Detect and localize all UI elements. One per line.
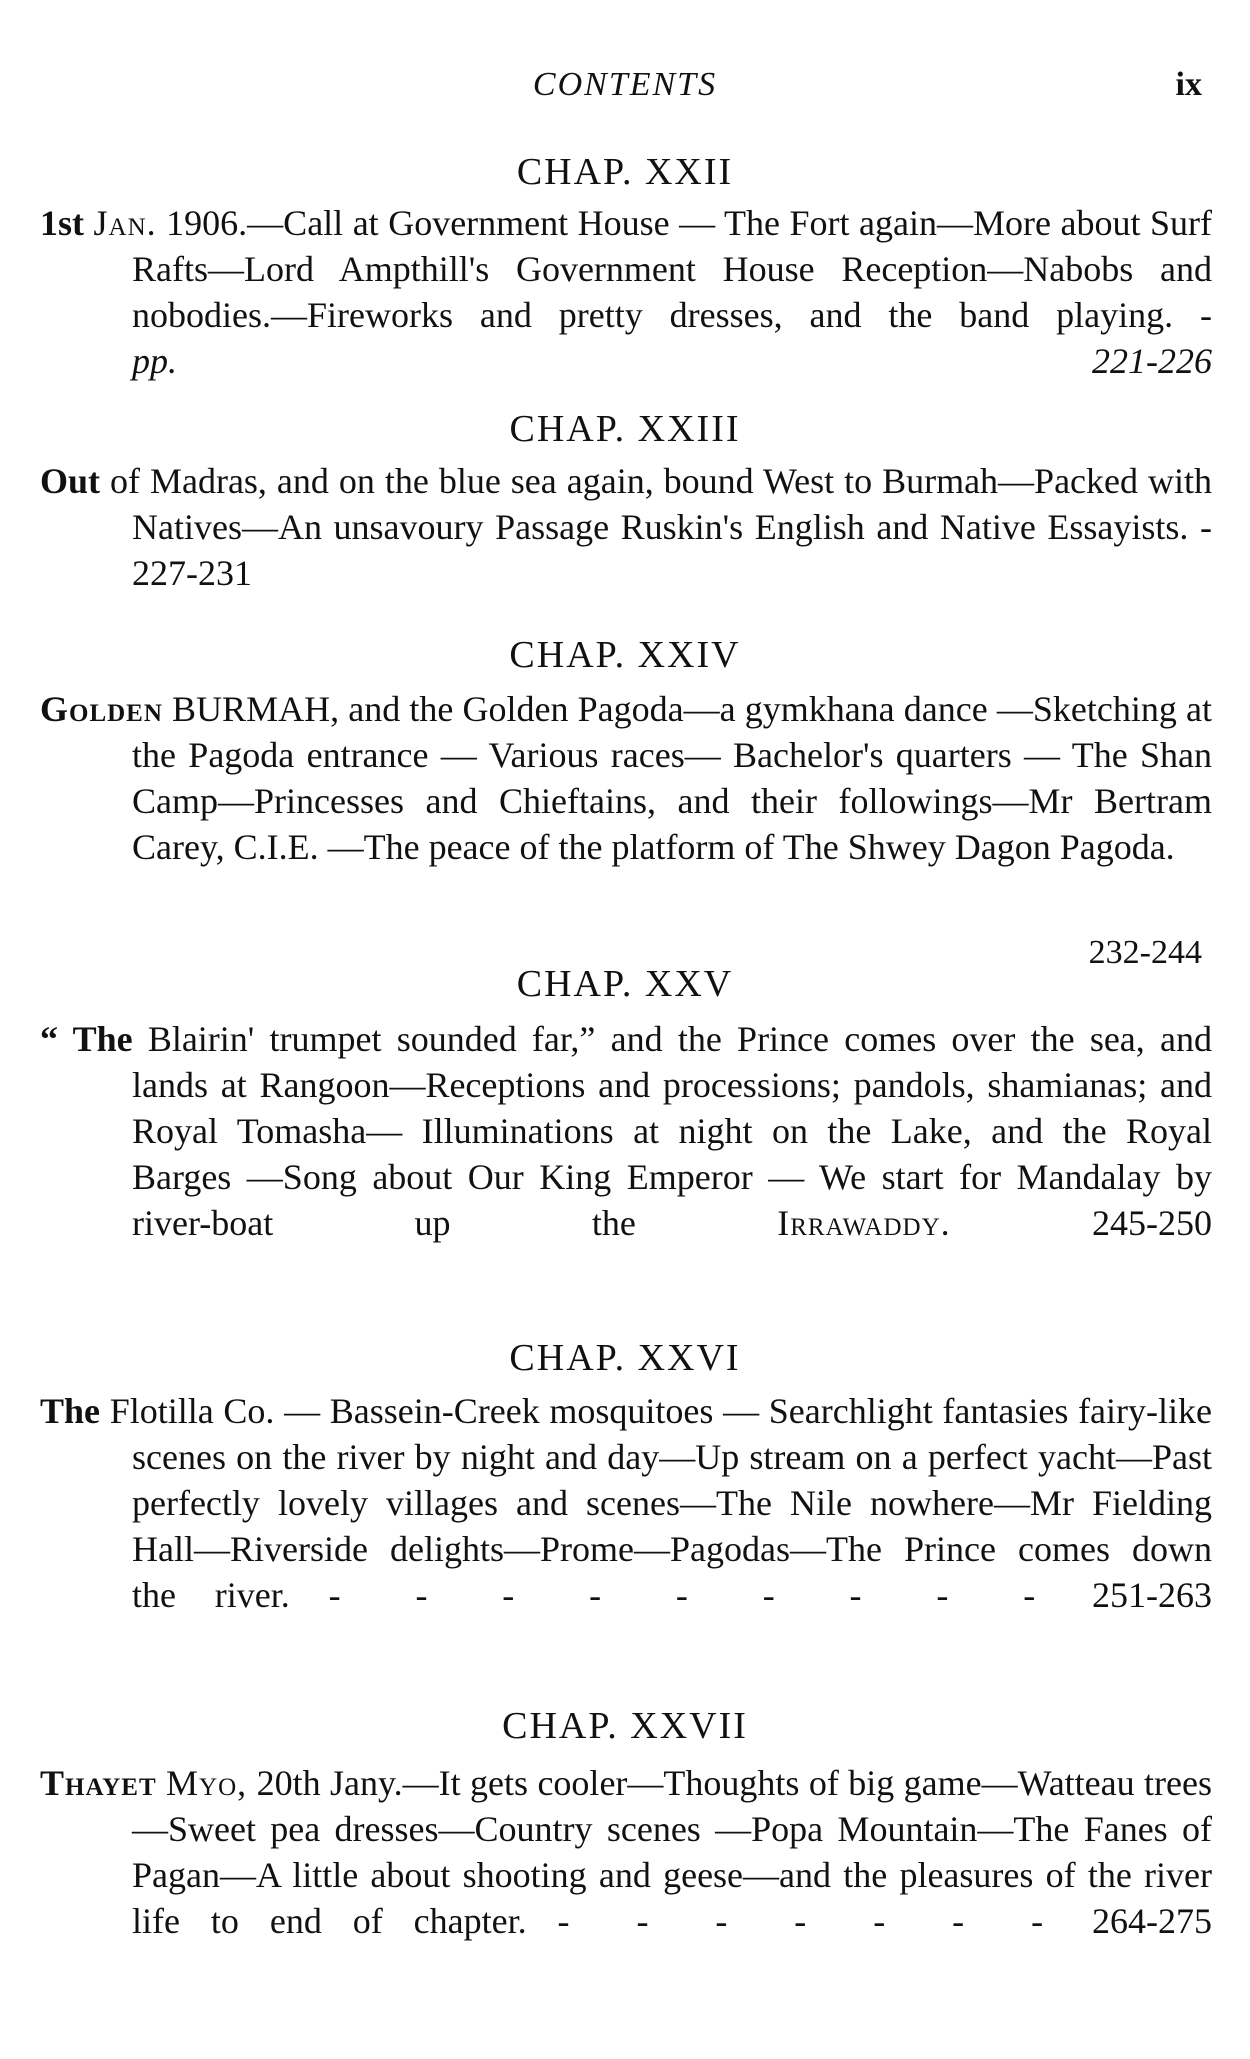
summary-text: BURMAH, and the Golden Pagoda—a gymkhana dance —Sketching at the Pagoda entrance — Various races— Bachelor's quarters — The Shan Camp—Princesses and Chieftains, and their followings—Mr Bertram Carey, C.I.E. —The peace of the platform of The Shwey Dagon Pagoda.: [132, 689, 1212, 867]
chapter-heading-xxii: CHAP. XXII: [516, 151, 734, 193]
summary-lead-smallcaps: Jan.: [93, 203, 157, 243]
page-range: 245-250: [1092, 1203, 1212, 1243]
page-range: 232-244: [1088, 934, 1202, 971]
summary-text: 1906.—Call at Government House — The Fort again—More about Surf Rafts—Lord Ampthill's Government House Reception—Nabobs and nobodies.—Fireworks and pretty dresses, and the band playing. -: [132, 203, 1213, 335]
river-name-smallcaps: Irrawaddy.: [777, 1203, 951, 1243]
dot-leader: - - - - - - - - -: [328, 1575, 1054, 1615]
running-header-title: CONTENTS: [532, 66, 718, 103]
chapter-summary-xxiv: [40, 686, 1212, 870]
summary-text: Flotilla Co. — Bassein-Creek mosquitoes — Searchlight fantasies fairy-like scenes on the river by night and day—Up stream on a perfect yacht—Past perfectly lovely villages and scenes—The Nile nowhere—Mr Fielding Hall—Riverside delights—Prome—Pagodas—The Prince comes down the river.: [100, 1391, 1212, 1615]
page-range: 251-263: [1092, 1575, 1213, 1615]
summary-text: 20th Jany.—It gets cooler—Thoughts of big game—Watteau trees—Sweet pea dresses—Country scenes —Popa Mountain—The Fanes of Pagan—A little about shooting and geese—and the pleasures of the river life to end of chapter.: [132, 1763, 1213, 1941]
chapter-summary-xxiii: [40, 458, 1212, 596]
chapter-heading-xxiii: CHAP. XXIII: [509, 408, 741, 450]
page-number: ix: [1175, 66, 1202, 103]
summary-lead: Thayet: [40, 1763, 157, 1803]
chapter-summary-xxvi: [40, 1388, 1212, 1618]
chapter-heading-xxv: CHAP. XXV: [516, 963, 734, 1005]
summary-text: Blairin' trumpet sounded far,” and the Prince comes over the sea, and lands at Rangoon—Receptions and processions; pandols, shamianas; and Royal Tomasha— Illuminations at night on the Lake, and the Royal Barges —Song about Our King Emperor — We start for Mandalay by river-boat up the: [132, 1019, 1212, 1243]
chapter-summary-xxv: [40, 1016, 1212, 1246]
summary-lead: 1st: [40, 203, 84, 243]
dot-leader: - - - - - - -: [557, 1901, 1062, 1941]
chapter-heading-xxvii: CHAP. XXVII: [502, 1705, 748, 1747]
chapter-summary-xxii: [40, 200, 1212, 384]
chapter-heading-xxvi: CHAP. XXVI: [509, 1337, 741, 1379]
summary-lead: The: [40, 1391, 101, 1431]
summary-lead-smallcaps: Myo,: [166, 1763, 248, 1803]
page-range: pp. 221-226: [132, 341, 1212, 381]
summary-lead: Out: [40, 461, 101, 501]
chapter-summary-xxvii: [40, 1760, 1212, 1944]
page-range: 264-275: [1092, 1901, 1212, 1941]
summary-lead: Golden: [40, 689, 163, 729]
summary-text: of Madras, and on the blue sea again, bound West to Burmah—Packed with Natives—An unsavoury Passage Ruskin's English and Native Essayists. -: [100, 461, 1212, 547]
chapter-heading-xxiv: CHAP. XXIV: [509, 634, 741, 676]
page-range: 227-231: [132, 553, 252, 593]
summary-lead: “ The: [40, 1019, 133, 1059]
